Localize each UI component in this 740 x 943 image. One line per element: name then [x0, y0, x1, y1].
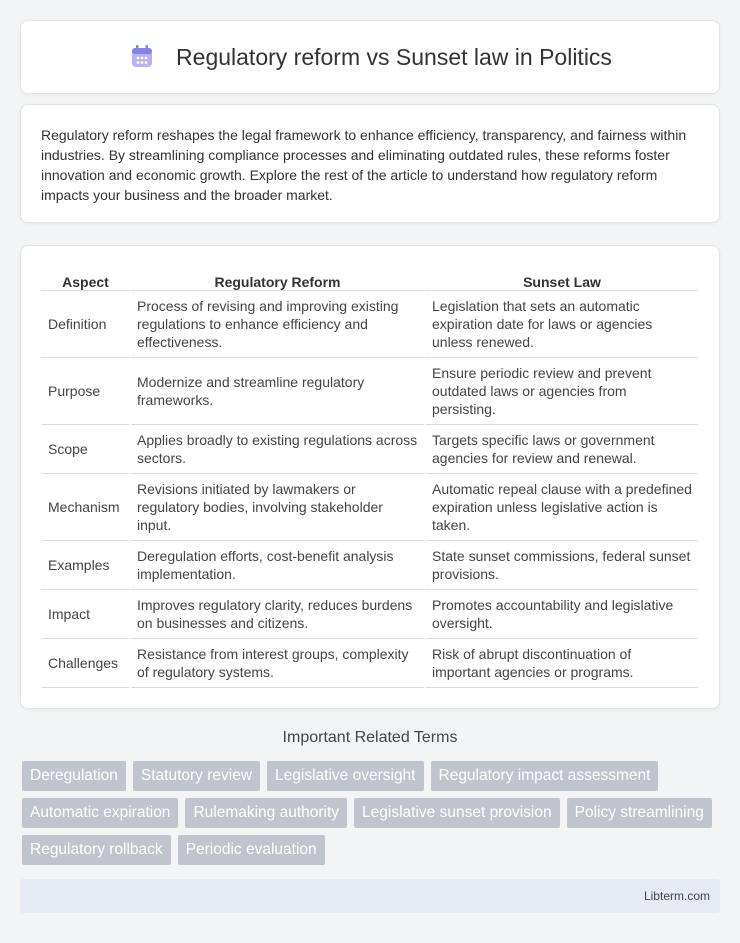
header-sunset-law: Sunset Law [425, 266, 698, 290]
table-row [42, 589, 698, 638]
table-row [42, 540, 698, 589]
row-regulatory-reform: Revisions initiated by lawmakers or regulatory bodies, involving stakeholder input. [130, 473, 425, 540]
comparison-table [42, 266, 698, 688]
table-row [42, 424, 698, 473]
comparison-table-card [20, 245, 720, 709]
table-header-row [42, 266, 698, 290]
related-term-tag[interactable]: Periodic evaluation [178, 835, 325, 865]
header-card [20, 20, 720, 94]
calendar-icon [128, 43, 156, 71]
table-row [42, 473, 698, 540]
row-aspect: Purpose [42, 357, 130, 424]
related-term-tag[interactable]: Automatic expiration [22, 798, 178, 828]
table-row [42, 638, 698, 687]
row-sunset-law: Targets specific laws or government agencies for review and renewal. [425, 424, 698, 473]
row-sunset-law: Promotes accountability and legislative oversight. [425, 589, 698, 638]
row-sunset-law: State sunset commissions, federal sunset provisions. [425, 540, 698, 589]
table-row [42, 290, 698, 357]
row-aspect: Scope [42, 424, 130, 473]
intro-card [20, 104, 720, 223]
row-sunset-law: Ensure periodic review and prevent outdated laws or agencies from persisting. [425, 357, 698, 424]
related-terms-list [22, 761, 722, 865]
related-term-tag[interactable]: Policy streamlining [567, 798, 712, 828]
row-regulatory-reform: Modernize and streamline regulatory frameworks. [130, 357, 425, 424]
row-aspect: Definition [42, 290, 130, 357]
related-term-tag[interactable]: Statutory review [133, 761, 260, 791]
row-regulatory-reform: Process of revising and improving existing regulations to enhance efficiency and effectiveness. [130, 290, 425, 357]
row-aspect: Mechanism [42, 473, 130, 540]
row-regulatory-reform: Applies broadly to existing regulations across sectors. [130, 424, 425, 473]
table-row [42, 357, 698, 424]
footer [20, 879, 720, 913]
row-regulatory-reform: Resistance from interest groups, complexity of regulatory systems. [130, 638, 425, 687]
intro-text: Regulatory reform reshapes the legal framework to enhance efficiency, transparency, and fairness within industries. By streamlining compliance processes and eliminating outdated rules, these reforms foster innovation and economic growth. Explore the rest of the article to understand how regulatory reform impacts your business and the broader market. [41, 127, 687, 203]
row-aspect: Challenges [42, 638, 130, 687]
row-aspect: Impact [42, 589, 130, 638]
header-regulatory-reform: Regulatory Reform [130, 266, 425, 290]
related-term-tag[interactable]: Regulatory impact assessment [431, 761, 659, 791]
header-aspect: Aspect [42, 266, 130, 290]
row-regulatory-reform: Improves regulatory clarity, reduces burdens on businesses and citizens. [130, 589, 425, 638]
related-term-tag[interactable]: Deregulation [22, 761, 126, 791]
row-sunset-law: Legislation that sets an automatic expiration date for laws or agencies unless renewed. [425, 290, 698, 357]
related-terms-title: Important Related Terms [282, 729, 458, 746]
related-term-tag[interactable]: Legislative sunset provision [354, 798, 560, 828]
row-regulatory-reform: Deregulation efforts, cost-benefit analysis implementation. [130, 540, 425, 589]
related-term-tag[interactable]: Legislative oversight [267, 761, 423, 791]
row-sunset-law: Risk of abrupt discontinuation of important agencies or programs. [425, 638, 698, 687]
row-aspect: Examples [42, 540, 130, 589]
related-term-tag[interactable]: Rulemaking authority [185, 798, 347, 828]
row-sunset-law: Automatic repeal clause with a predefined expiration unless legislative action is taken. [425, 473, 698, 540]
page-title: Regulatory reform vs Sunset law in Politics [176, 43, 612, 70]
footer-brand-link[interactable]: Libterm.com [643, 889, 710, 903]
related-term-tag[interactable]: Regulatory rollback [22, 835, 171, 865]
